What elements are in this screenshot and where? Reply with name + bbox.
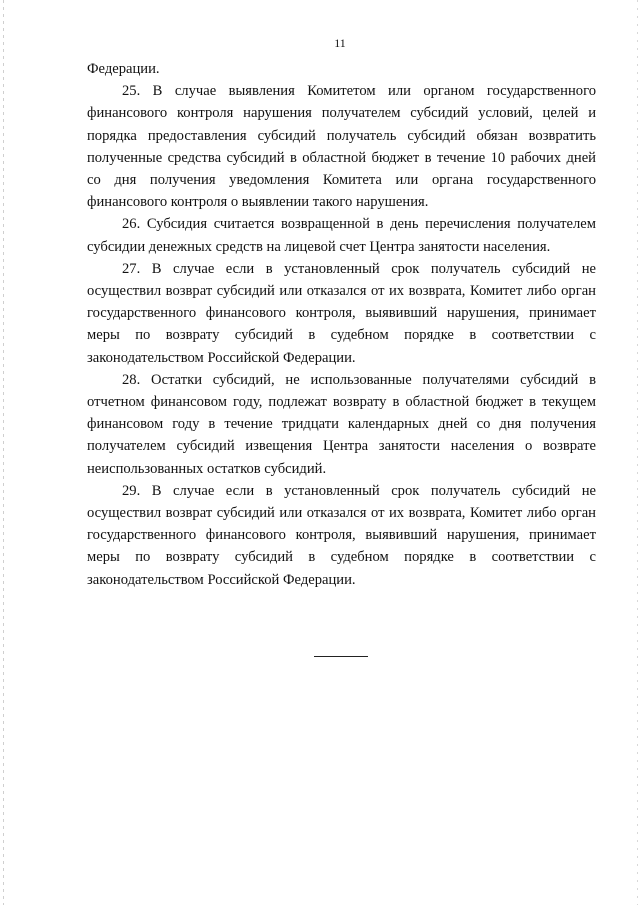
paragraph-29: 29. В случае если в установленный срок получатель субсидий не осуществил возврат субсидий или отказался от их возврата, Комитет либо орган государственного финансового контроля, выявивший нарушения, принимает меры по возврату субсидий в судебном порядке в соответствии с законодательством Российской Федерации. <box>87 482 596 588</box>
end-of-document-rule <box>314 656 368 657</box>
paragraph-25: 25. В случае выявления Комитетом или органом государственного финансового контроля нарушения получателем субсидий условий, целей и порядка предоставления субсидий получатель субсидий обязан возвратить полученные средства субсидий в областной бюджет в течение 10 рабочих дней со дня получения уведомления Комитета или органа государственного финансового контроля о выявлении такого нарушения. <box>87 83 596 211</box>
scan-edge-left <box>3 0 4 905</box>
paragraph-26: 26. Субсидия считается возвращенной в день перечисления получателем субсидии денежных средств на лицевой счет Центра занятости населения. <box>87 216 596 255</box>
document-body <box>87 58 596 591</box>
paragraph-continuation: Федерации. <box>87 61 160 77</box>
paragraph-28: 28. Остатки субсидий, не использованные получателями субсидий в отчетном финансовом году, подлежат возврату в областной бюджет в текущем финансовом году в течение тридцати календарных дней со дня получения получателем субсидий извещения Центра занятости населения о возврате неиспользованных остатков субсидий. <box>87 371 596 477</box>
scan-edge-right <box>637 0 638 905</box>
page-number: 11 <box>334 36 346 50</box>
paragraph-27: 27. В случае если в установленный срок получатель субсидий не осуществил возврат субсидий или отказался от их возврата, Комитет либо орган государственного финансового контроля, выявивший нарушения, принимает меры по возврату субсидий в судебном порядке в соответствии с законодательством Российской Федерации. <box>87 260 596 366</box>
